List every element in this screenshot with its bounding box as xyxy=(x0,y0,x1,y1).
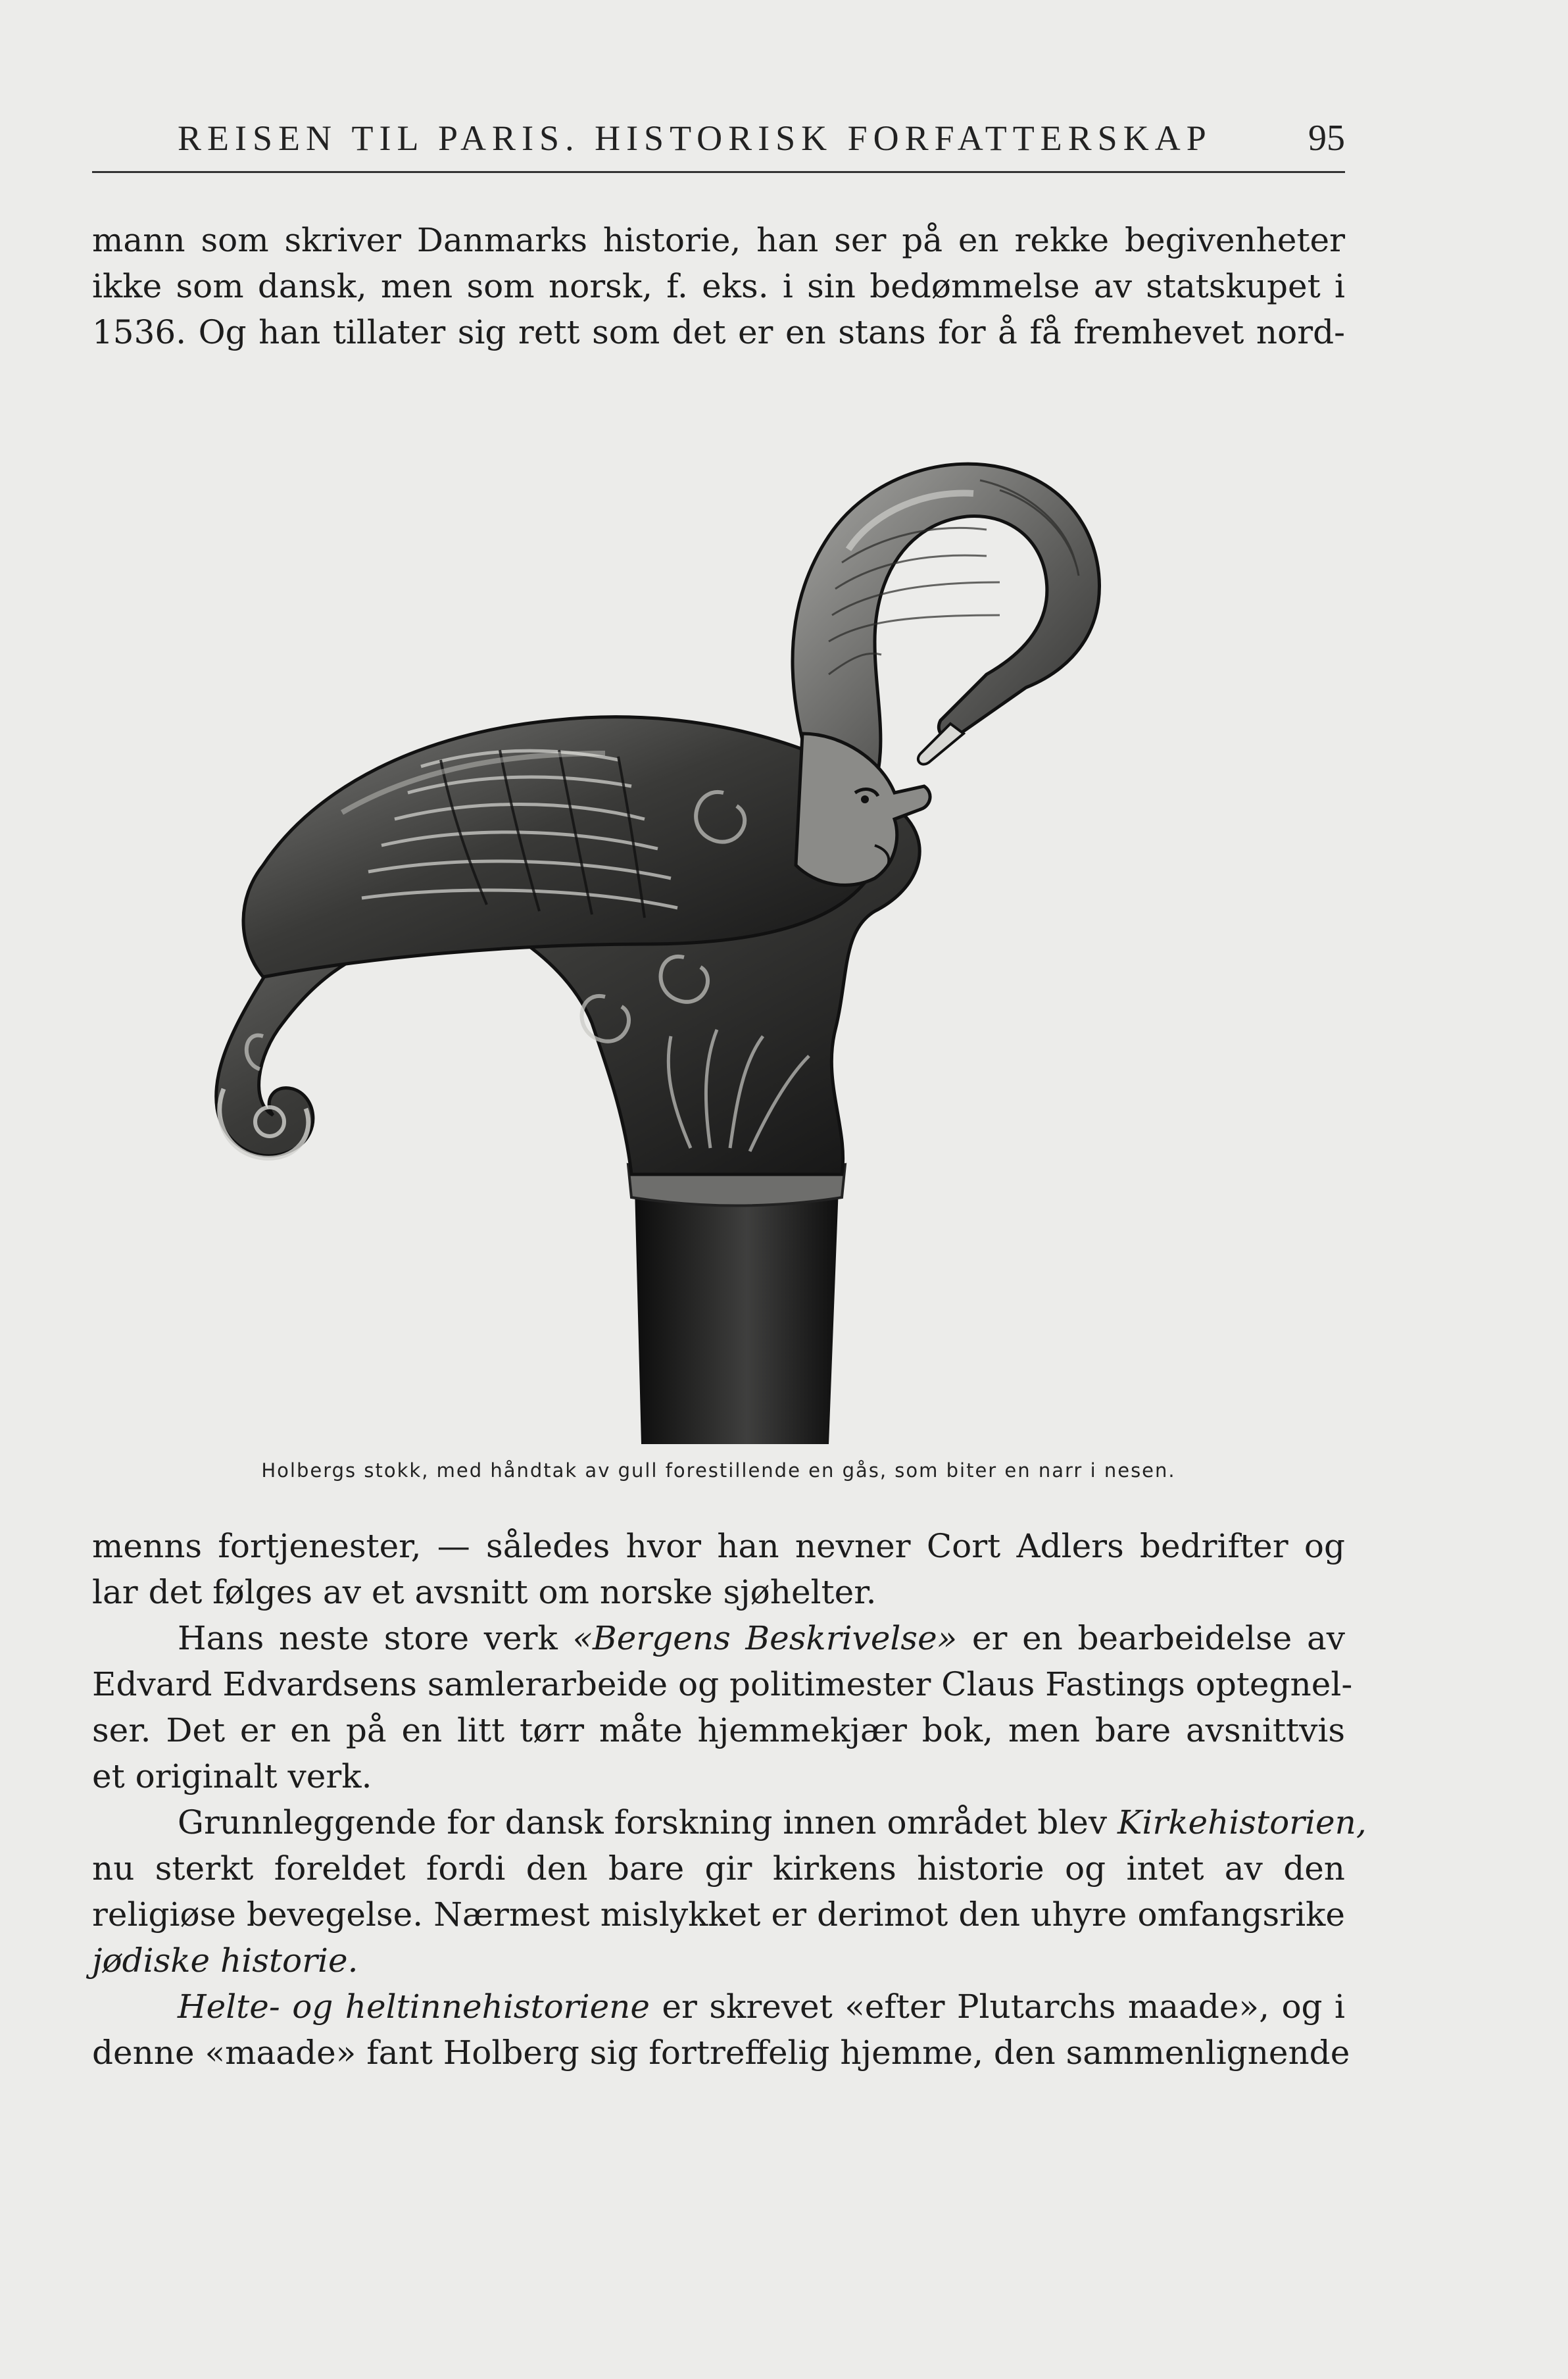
cane-handle-illustration xyxy=(145,365,1276,1444)
text-line: denne «maade» fant Holberg sig fortreffelig hjemme, den sammenlignende xyxy=(92,2034,1350,2072)
text-line: religiøse bevegelse. Nærmest mislykket er derimot den uhyre omfangsrike xyxy=(92,1895,1345,1934)
text-line: Edvard Edvardsens samlerarbeide og politimester Claus Fastings optegnel- xyxy=(92,1665,1353,1703)
text-line xyxy=(92,1984,1345,2030)
text-span: er en bearbeidelse av xyxy=(957,1619,1345,1657)
text-line: mann som skriver Danmarks historie, han ser på en rekke begivenheter xyxy=(92,221,1345,259)
text-line: ser. Det er en på en litt tørr måte hjemmekjær bok, men bare avsnittvis xyxy=(92,1711,1345,1749)
header-rule xyxy=(92,171,1345,173)
text-line: nu sterkt foreldet fordi den bare gir kirkens historie og intet av den xyxy=(92,1849,1345,1888)
book-title-kirkehistorien: Kirkehistorien, xyxy=(1117,1803,1367,1841)
figure-caption: Holbergs stokk, med håndtak av gull forestillende en gås, som biter en narr i nesen. xyxy=(261,1459,1176,1482)
text-span: Hans neste store verk xyxy=(178,1619,573,1657)
body-paragraph-3 xyxy=(92,1799,1367,1984)
text-line: ikke som dansk, men som norsk, f. eks. i sin bedømmelse av statskupet i xyxy=(92,267,1345,305)
text-line xyxy=(92,1615,1345,1661)
body-paragraph-1 xyxy=(92,1523,1345,1615)
page-number: 95 xyxy=(1308,118,1345,159)
body-paragraph-4 xyxy=(92,1984,1350,2076)
text-span: er skrevet «efter Plutarchs maade», og i xyxy=(649,1988,1345,2026)
body-paragraph-2 xyxy=(92,1615,1353,1799)
text-line: lar det følges av et avsnitt om norske sjøhelter. xyxy=(92,1573,877,1611)
top-paragraph xyxy=(92,217,1345,355)
text-line: menns fortjenester, — således hvor han nevner Cort Adlers bedrifter og xyxy=(92,1527,1345,1565)
book-title-bergens-beskrivelse: «Bergens Beskrivelse» xyxy=(572,1619,958,1657)
text-line: et originalt verk. xyxy=(92,1757,372,1795)
text-line xyxy=(92,1799,1367,1845)
book-title-jodiske-historie: jødiske historie. xyxy=(92,1941,358,1980)
text-line xyxy=(92,1938,1345,1984)
text-line: 1536. Og han tillater sig rett som det er en stans for å få fremhevet nord- xyxy=(92,313,1345,351)
goose-cane-engraving xyxy=(145,365,1276,1444)
running-head: REISEN TIL PARIS. HISTORISK FORFATTERSKAP xyxy=(178,118,1212,158)
book-title-heltehistoriene: Helte- og heltinnehistoriene xyxy=(178,1988,650,2026)
text-span: Grunnleggende for dansk forskning innen området blev xyxy=(178,1803,1117,1841)
page-header xyxy=(92,112,1345,164)
